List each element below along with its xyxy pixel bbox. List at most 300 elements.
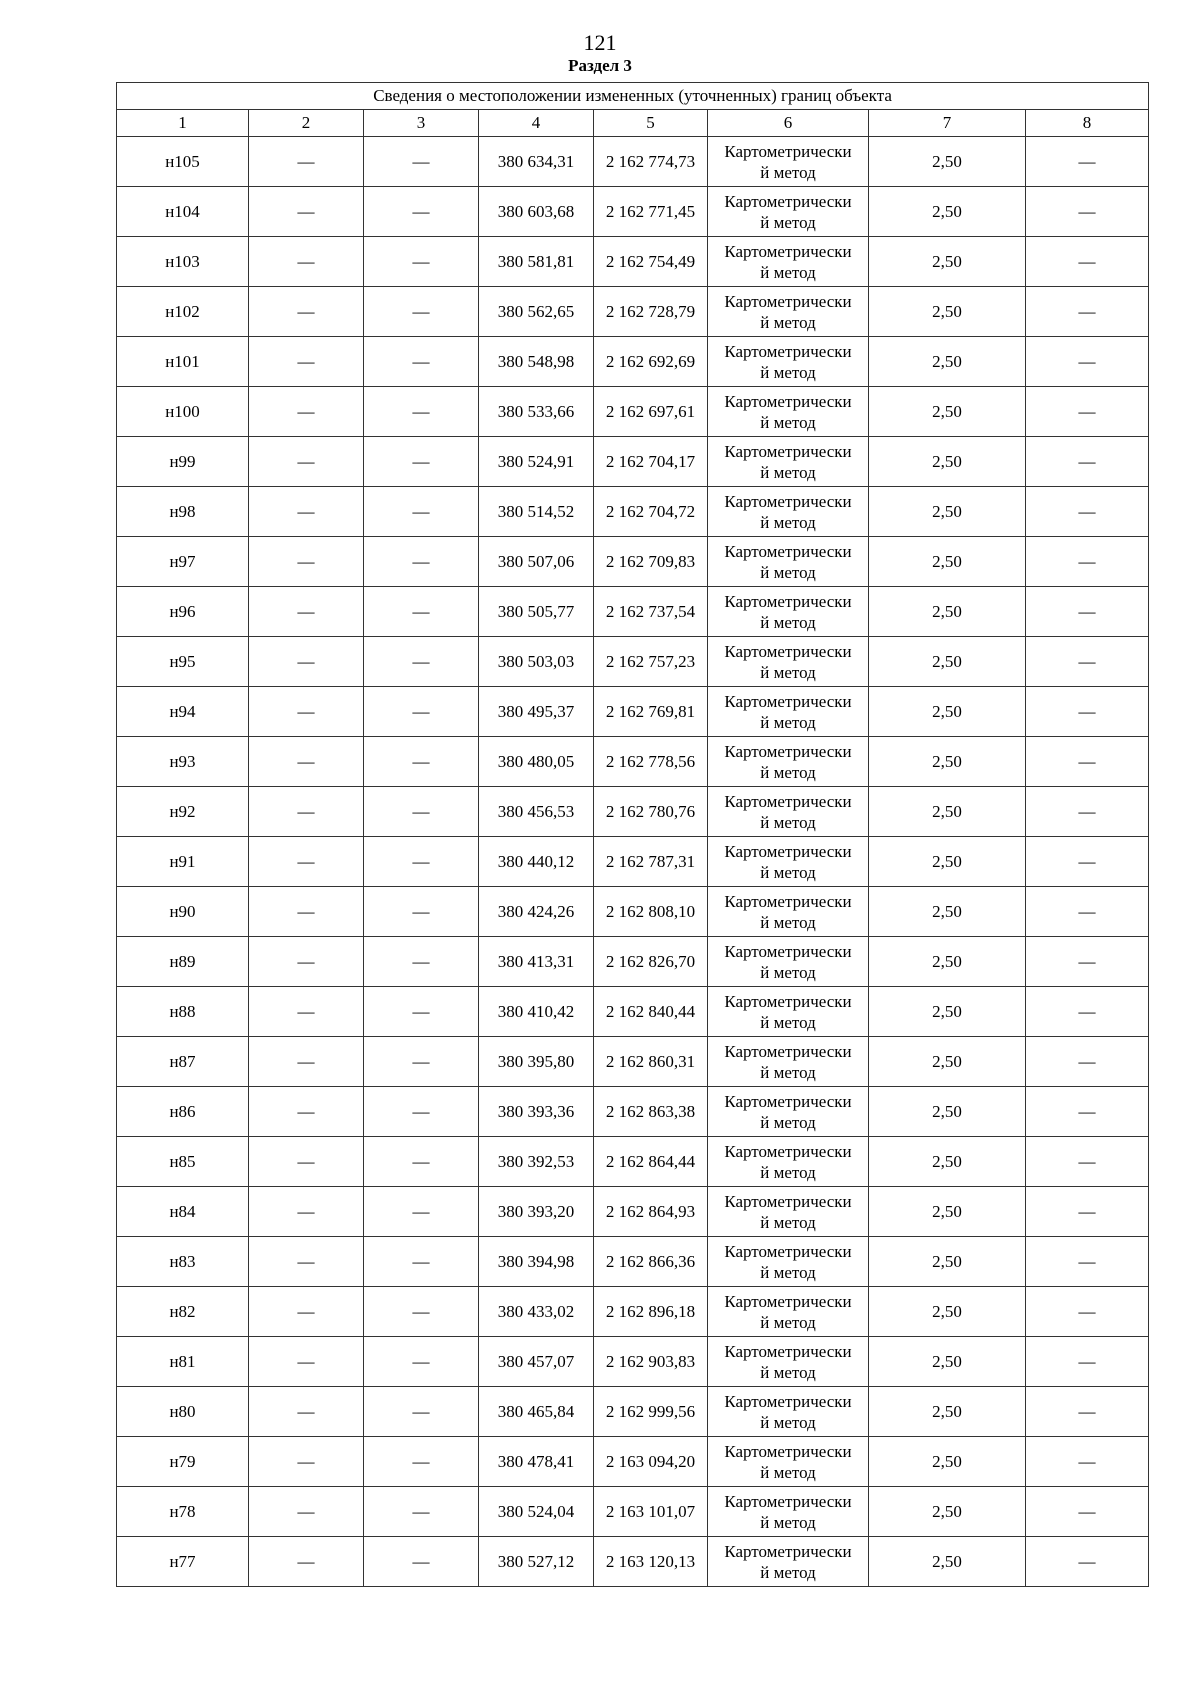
column-3-cell: —: [364, 1037, 479, 1087]
column-8-cell: —: [1026, 587, 1149, 637]
point-number-cell: н105: [117, 137, 249, 187]
column-3-cell: —: [364, 887, 479, 937]
column-8-cell: —: [1026, 887, 1149, 937]
column-8-cell: —: [1026, 537, 1149, 587]
column-2-cell: —: [249, 637, 364, 687]
column-header-8: 8: [1026, 110, 1149, 137]
x-coordinate-cell: 380 456,53: [479, 787, 594, 837]
method-line-2: й метод: [760, 1412, 816, 1432]
column-2-cell: —: [249, 1537, 364, 1587]
column-2-cell: —: [249, 737, 364, 787]
column-2-cell: —: [249, 337, 364, 387]
column-header-7: 7: [869, 110, 1026, 137]
x-coordinate-cell: 380 424,26: [479, 887, 594, 937]
point-number-cell: н97: [117, 537, 249, 587]
column-2-cell: —: [249, 1187, 364, 1237]
y-coordinate-cell: 2 163 101,07: [594, 1487, 708, 1537]
column-3-cell: —: [364, 1387, 479, 1437]
table-row: [117, 287, 1149, 337]
column-3-cell: —: [364, 1237, 479, 1287]
x-coordinate-cell: 380 433,02: [479, 1287, 594, 1337]
table-row: [117, 237, 1149, 287]
column-2-cell: —: [249, 937, 364, 987]
x-coordinate-cell: 380 562,65: [479, 287, 594, 337]
column-2-cell: —: [249, 487, 364, 537]
point-number-cell: н85: [117, 1137, 249, 1187]
y-coordinate-cell: 2 162 826,70: [594, 937, 708, 987]
method-line-2: й метод: [760, 512, 816, 532]
method-cell: [708, 787, 869, 837]
accuracy-cell: 2,50: [869, 337, 1026, 387]
column-2-cell: —: [249, 1387, 364, 1437]
method-cell: [708, 737, 869, 787]
table-row: [117, 1287, 1149, 1337]
method-line-1: Картометрически: [724, 791, 852, 811]
method-line-2: й метод: [760, 1162, 816, 1182]
method-line-1: Картометрически: [724, 191, 852, 211]
table-row: [117, 1387, 1149, 1437]
method-cell: [708, 487, 869, 537]
method-line-1: Картометрически: [724, 1341, 852, 1361]
method-line-1: Картометрически: [724, 141, 852, 161]
method-cell: [708, 1537, 869, 1587]
method-line-2: й метод: [760, 362, 816, 382]
method-line-2: й метод: [760, 1012, 816, 1032]
accuracy-cell: 2,50: [869, 1537, 1026, 1587]
table-body: [117, 137, 1149, 1587]
method-cell: [708, 1337, 869, 1387]
y-coordinate-cell: 2 162 709,83: [594, 537, 708, 587]
method-cell: [708, 987, 869, 1037]
method-line-2: й метод: [760, 1462, 816, 1482]
column-8-cell: —: [1026, 737, 1149, 787]
method-cell: [708, 137, 869, 187]
y-coordinate-cell: 2 162 860,31: [594, 1037, 708, 1087]
column-8-cell: —: [1026, 287, 1149, 337]
method-line-1: Картометрически: [724, 291, 852, 311]
method-cell: [708, 1487, 869, 1537]
method-line-2: й метод: [760, 812, 816, 832]
method-line-1: Картометрически: [724, 341, 852, 361]
method-cell: [708, 387, 869, 437]
column-3-cell: —: [364, 587, 479, 637]
point-number-cell: н81: [117, 1337, 249, 1387]
method-cell: [708, 1087, 869, 1137]
column-8-cell: —: [1026, 787, 1149, 837]
x-coordinate-cell: 380 392,53: [479, 1137, 594, 1187]
table-row: [117, 787, 1149, 837]
column-2-cell: —: [249, 987, 364, 1037]
method-line-2: й метод: [760, 1362, 816, 1382]
point-number-cell: н86: [117, 1087, 249, 1137]
table-row: [117, 1237, 1149, 1287]
point-number-cell: н92: [117, 787, 249, 837]
method-line-1: Картометрически: [724, 741, 852, 761]
y-coordinate-cell: 2 162 697,61: [594, 387, 708, 437]
method-line-2: й метод: [760, 862, 816, 882]
accuracy-cell: 2,50: [869, 887, 1026, 937]
table-row: [117, 487, 1149, 537]
accuracy-cell: 2,50: [869, 1337, 1026, 1387]
column-3-cell: —: [364, 1287, 479, 1337]
method-line-1: Картометрически: [724, 641, 852, 661]
method-line-1: Картометрически: [724, 841, 852, 861]
accuracy-cell: 2,50: [869, 1437, 1026, 1487]
method-line-1: Картометрически: [724, 591, 852, 611]
method-cell: [708, 537, 869, 587]
column-3-cell: —: [364, 1537, 479, 1587]
column-header-2: 2: [249, 110, 364, 137]
x-coordinate-cell: 380 393,20: [479, 1187, 594, 1237]
method-cell: [708, 1287, 869, 1337]
column-2-cell: —: [249, 787, 364, 837]
column-3-cell: —: [364, 637, 479, 687]
method-line-1: Картометрически: [724, 1141, 852, 1161]
method-cell: [708, 337, 869, 387]
accuracy-cell: 2,50: [869, 387, 1026, 437]
column-header-4: 4: [479, 110, 594, 137]
method-cell: [708, 1187, 869, 1237]
method-line-2: й метод: [760, 462, 816, 482]
method-line-1: Картометрически: [724, 691, 852, 711]
column-2-cell: —: [249, 187, 364, 237]
column-3-cell: —: [364, 737, 479, 787]
x-coordinate-cell: 380 505,77: [479, 587, 594, 637]
method-line-1: Картометрически: [724, 391, 852, 411]
column-2-cell: —: [249, 237, 364, 287]
y-coordinate-cell: 2 163 094,20: [594, 1437, 708, 1487]
point-number-cell: н89: [117, 937, 249, 987]
point-number-cell: н103: [117, 237, 249, 287]
method-cell: [708, 1237, 869, 1287]
column-2-cell: —: [249, 437, 364, 487]
y-coordinate-cell: 2 162 840,44: [594, 987, 708, 1037]
table-row: [117, 1337, 1149, 1387]
column-8-cell: —: [1026, 987, 1149, 1037]
method-line-2: й метод: [760, 712, 816, 732]
method-cell: [708, 937, 869, 987]
y-coordinate-cell: 2 162 808,10: [594, 887, 708, 937]
table-row: [117, 837, 1149, 887]
column-header-1: 1: [117, 110, 249, 137]
x-coordinate-cell: 380 393,36: [479, 1087, 594, 1137]
method-line-2: й метод: [760, 762, 816, 782]
accuracy-cell: 2,50: [869, 237, 1026, 287]
point-number-cell: н77: [117, 1537, 249, 1587]
accuracy-cell: 2,50: [869, 487, 1026, 537]
column-8-cell: —: [1026, 487, 1149, 537]
column-3-cell: —: [364, 1487, 479, 1537]
point-number-cell: н80: [117, 1387, 249, 1437]
column-8-cell: —: [1026, 1537, 1149, 1587]
column-2-cell: —: [249, 1087, 364, 1137]
table-row: [117, 1137, 1149, 1187]
y-coordinate-cell: 2 162 769,81: [594, 687, 708, 737]
y-coordinate-cell: 2 163 120,13: [594, 1537, 708, 1587]
x-coordinate-cell: 380 634,31: [479, 137, 594, 187]
method-cell: [708, 1137, 869, 1187]
method-line-2: й метод: [760, 1562, 816, 1582]
accuracy-cell: 2,50: [869, 1037, 1026, 1087]
table-row: [117, 887, 1149, 937]
point-number-cell: н78: [117, 1487, 249, 1537]
column-3-cell: —: [364, 287, 479, 337]
y-coordinate-cell: 2 162 704,17: [594, 437, 708, 487]
method-line-1: Картометрически: [724, 941, 852, 961]
x-coordinate-cell: 380 410,42: [479, 987, 594, 1037]
column-2-cell: —: [249, 587, 364, 637]
method-line-1: Картометрически: [724, 891, 852, 911]
method-line-2: й метод: [760, 1262, 816, 1282]
x-coordinate-cell: 380 478,41: [479, 1437, 594, 1487]
table-row: [117, 337, 1149, 387]
table-row: [117, 1187, 1149, 1237]
x-coordinate-cell: 380 507,06: [479, 537, 594, 587]
column-3-cell: —: [364, 137, 479, 187]
x-coordinate-cell: 380 548,98: [479, 337, 594, 387]
column-8-cell: —: [1026, 1187, 1149, 1237]
method-cell: [708, 837, 869, 887]
column-2-cell: —: [249, 1137, 364, 1187]
method-line-1: Картометрически: [724, 491, 852, 511]
column-8-cell: —: [1026, 1087, 1149, 1137]
y-coordinate-cell: 2 162 728,79: [594, 287, 708, 337]
y-coordinate-cell: 2 162 778,56: [594, 737, 708, 787]
column-2-cell: —: [249, 537, 364, 587]
point-number-cell: н90: [117, 887, 249, 937]
y-coordinate-cell: 2 162 780,76: [594, 787, 708, 837]
column-8-cell: —: [1026, 687, 1149, 737]
column-header-5: 5: [594, 110, 708, 137]
x-coordinate-cell: 380 514,52: [479, 487, 594, 537]
x-coordinate-cell: 380 524,04: [479, 1487, 594, 1537]
column-2-cell: —: [249, 1487, 364, 1537]
accuracy-cell: 2,50: [869, 637, 1026, 687]
column-8-cell: —: [1026, 937, 1149, 987]
column-8-cell: —: [1026, 437, 1149, 487]
y-coordinate-cell: 2 162 999,56: [594, 1387, 708, 1437]
section-title: Раздел 3: [568, 56, 632, 75]
x-coordinate-cell: 380 527,12: [479, 1537, 594, 1587]
column-3-cell: —: [364, 987, 479, 1037]
column-3-cell: —: [364, 787, 479, 837]
point-number-cell: н100: [117, 387, 249, 437]
y-coordinate-cell: 2 162 864,93: [594, 1187, 708, 1237]
table-row: [117, 587, 1149, 637]
x-coordinate-cell: 380 533,66: [479, 387, 594, 437]
x-coordinate-cell: 380 495,37: [479, 687, 594, 737]
x-coordinate-cell: 380 394,98: [479, 1237, 594, 1287]
column-2-cell: —: [249, 887, 364, 937]
column-3-cell: —: [364, 187, 479, 237]
table-row: [117, 437, 1149, 487]
y-coordinate-cell: 2 162 896,18: [594, 1287, 708, 1337]
column-8-cell: —: [1026, 1387, 1149, 1437]
column-3-cell: —: [364, 1187, 479, 1237]
accuracy-cell: 2,50: [869, 1137, 1026, 1187]
y-coordinate-cell: 2 162 863,38: [594, 1087, 708, 1137]
method-line-2: й метод: [760, 1212, 816, 1232]
table-row: [117, 737, 1149, 787]
method-cell: [708, 887, 869, 937]
method-line-2: й метод: [760, 1062, 816, 1082]
method-line-2: й метод: [760, 412, 816, 432]
x-coordinate-cell: 380 457,07: [479, 1337, 594, 1387]
accuracy-cell: 2,50: [869, 1387, 1026, 1437]
method-line-1: Картометрически: [724, 1541, 852, 1561]
method-line-2: й метод: [760, 612, 816, 632]
column-3-cell: —: [364, 387, 479, 437]
column-8-cell: —: [1026, 1487, 1149, 1537]
method-cell: [708, 1037, 869, 1087]
point-number-cell: н101: [117, 337, 249, 387]
point-number-cell: н84: [117, 1187, 249, 1237]
column-8-cell: —: [1026, 387, 1149, 437]
method-line-2: й метод: [760, 662, 816, 682]
accuracy-cell: 2,50: [869, 1187, 1026, 1237]
method-line-2: й метод: [760, 1512, 816, 1532]
method-line-2: й метод: [760, 312, 816, 332]
method-cell: [708, 287, 869, 337]
method-cell: [708, 687, 869, 737]
method-line-1: Картометрически: [724, 1241, 852, 1261]
y-coordinate-cell: 2 162 774,73: [594, 137, 708, 187]
y-coordinate-cell: 2 162 864,44: [594, 1137, 708, 1187]
column-3-cell: —: [364, 437, 479, 487]
column-8-cell: —: [1026, 137, 1149, 187]
method-line-1: Картометрически: [724, 991, 852, 1011]
column-8-cell: —: [1026, 637, 1149, 687]
method-line-2: й метод: [760, 562, 816, 582]
column-2-cell: —: [249, 287, 364, 337]
point-number-cell: н82: [117, 1287, 249, 1337]
accuracy-cell: 2,50: [869, 687, 1026, 737]
accuracy-cell: 2,50: [869, 287, 1026, 337]
accuracy-cell: 2,50: [869, 937, 1026, 987]
point-number-cell: н91: [117, 837, 249, 887]
method-line-2: й метод: [760, 962, 816, 982]
page-number: 121: [583, 30, 617, 55]
column-2-cell: —: [249, 1237, 364, 1287]
x-coordinate-cell: 380 603,68: [479, 187, 594, 237]
accuracy-cell: 2,50: [869, 437, 1026, 487]
method-line-2: й метод: [760, 912, 816, 932]
table-caption: Сведения о местоположении измененных (уточненных) границ объекта: [117, 83, 1149, 110]
y-coordinate-cell: 2 162 754,49: [594, 237, 708, 287]
point-number-cell: н94: [117, 687, 249, 737]
table-row: [117, 637, 1149, 687]
column-3-cell: —: [364, 1437, 479, 1487]
point-number-cell: н98: [117, 487, 249, 537]
boundary-coordinates-table: [116, 82, 1149, 1587]
method-line-2: й метод: [760, 262, 816, 282]
point-number-cell: н87: [117, 1037, 249, 1087]
method-cell: [708, 187, 869, 237]
method-cell: [708, 1437, 869, 1487]
column-3-cell: —: [364, 1337, 479, 1387]
x-coordinate-cell: 380 503,03: [479, 637, 594, 687]
method-line-1: Картометрически: [724, 1291, 852, 1311]
y-coordinate-cell: 2 162 866,36: [594, 1237, 708, 1287]
column-3-cell: —: [364, 337, 479, 387]
y-coordinate-cell: 2 162 903,83: [594, 1337, 708, 1387]
accuracy-cell: 2,50: [869, 1287, 1026, 1337]
column-8-cell: —: [1026, 837, 1149, 887]
method-line-2: й метод: [760, 162, 816, 182]
method-line-1: Картометрически: [724, 1391, 852, 1411]
accuracy-cell: 2,50: [869, 587, 1026, 637]
method-cell: [708, 1387, 869, 1437]
point-number-cell: н88: [117, 987, 249, 1037]
x-coordinate-cell: 380 465,84: [479, 1387, 594, 1437]
point-number-cell: н95: [117, 637, 249, 687]
accuracy-cell: 2,50: [869, 787, 1026, 837]
column-8-cell: —: [1026, 1137, 1149, 1187]
table-row: [117, 1087, 1149, 1137]
point-number-cell: н104: [117, 187, 249, 237]
column-8-cell: —: [1026, 337, 1149, 387]
x-coordinate-cell: 380 413,31: [479, 937, 594, 987]
method-cell: [708, 437, 869, 487]
column-8-cell: —: [1026, 1237, 1149, 1287]
accuracy-cell: 2,50: [869, 1087, 1026, 1137]
accuracy-cell: 2,50: [869, 987, 1026, 1037]
column-header-3: 3: [364, 110, 479, 137]
table-row: [117, 137, 1149, 187]
x-coordinate-cell: 380 524,91: [479, 437, 594, 487]
x-coordinate-cell: 380 395,80: [479, 1037, 594, 1087]
column-2-cell: —: [249, 137, 364, 187]
method-cell: [708, 237, 869, 287]
column-3-cell: —: [364, 537, 479, 587]
column-2-cell: —: [249, 1337, 364, 1387]
method-cell: [708, 587, 869, 637]
column-8-cell: —: [1026, 1287, 1149, 1337]
point-number-cell: н79: [117, 1437, 249, 1487]
table-row: [117, 387, 1149, 437]
column-header-6: 6: [708, 110, 869, 137]
accuracy-cell: 2,50: [869, 137, 1026, 187]
method-line-1: Картометрически: [724, 241, 852, 261]
column-3-cell: —: [364, 1137, 479, 1187]
accuracy-cell: 2,50: [869, 837, 1026, 887]
method-line-1: Картометрически: [724, 541, 852, 561]
method-line-2: й метод: [760, 1312, 816, 1332]
method-line-1: Картометрически: [724, 1091, 852, 1111]
column-8-cell: —: [1026, 187, 1149, 237]
column-3-cell: —: [364, 237, 479, 287]
y-coordinate-cell: 2 162 757,23: [594, 637, 708, 687]
column-3-cell: —: [364, 687, 479, 737]
column-3-cell: —: [364, 487, 479, 537]
point-number-cell: н102: [117, 287, 249, 337]
y-coordinate-cell: 2 162 704,72: [594, 487, 708, 537]
accuracy-cell: 2,50: [869, 1487, 1026, 1537]
accuracy-cell: 2,50: [869, 1237, 1026, 1287]
column-2-cell: —: [249, 687, 364, 737]
point-number-cell: н96: [117, 587, 249, 637]
table-row: [117, 1037, 1149, 1087]
column-2-cell: —: [249, 387, 364, 437]
point-number-cell: н99: [117, 437, 249, 487]
column-8-cell: —: [1026, 1437, 1149, 1487]
table-row: [117, 987, 1149, 1037]
column-3-cell: —: [364, 1087, 479, 1137]
method-line-1: Картометрически: [724, 1441, 852, 1461]
y-coordinate-cell: 2 162 692,69: [594, 337, 708, 387]
y-coordinate-cell: 2 162 737,54: [594, 587, 708, 637]
column-8-cell: —: [1026, 237, 1149, 287]
